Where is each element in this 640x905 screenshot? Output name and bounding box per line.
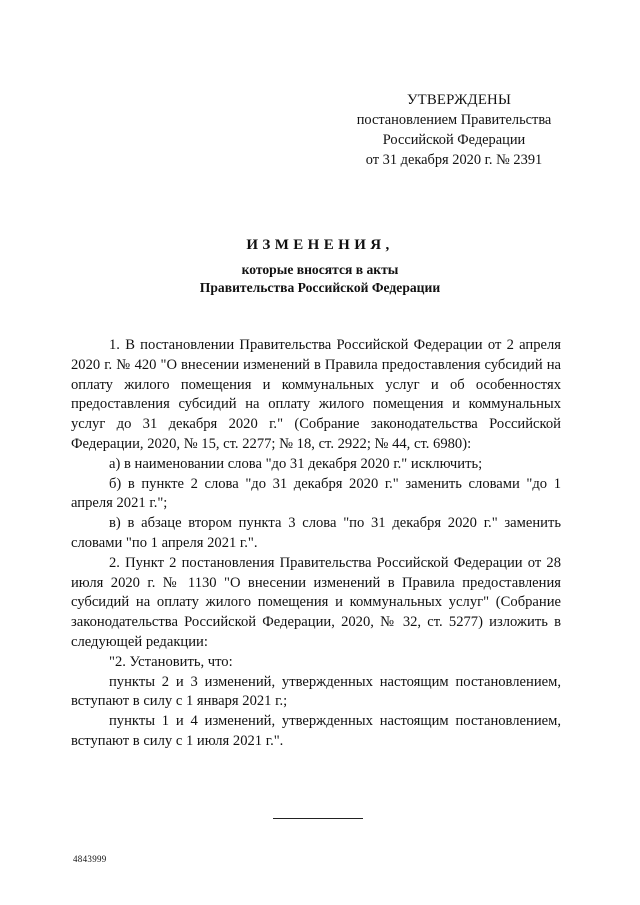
paragraph-1b: б) в пункте 2 слова "до 31 декабря 2020 г." заменить словами "до 1 апреля 2021 г."; bbox=[71, 475, 561, 512]
end-divider bbox=[273, 818, 363, 819]
approval-title: УТВЕРЖДЕНЫ bbox=[406, 92, 512, 108]
paragraph-2: 2. Пункт 2 постановления Правительства Российской Федерации от 28 июля 2020 г. № 1130 "О внесении изменений в Правила предоставления субсидий на оплату жилого помещения и коммунальных услуг" (Собрание законодательства Российской Федерации, 2020, № 32, ст. 5277) изложить в следующей редакции: bbox=[71, 554, 561, 650]
paragraph-2-item-1: пункты 2 и 3 изменений, утвержденных настоящим постановлением, вступают в силу с 1 января 2021 г.; bbox=[71, 673, 561, 710]
paragraph-1c: в) в абзаце втором пункта 3 слова "по 31 декабря 2020 г." заменить словами "по 1 апреля 2021 г.". bbox=[71, 515, 561, 551]
paragraph-1a: а) в наименовании слова "до 31 декабря 2020 г." исключить; bbox=[109, 455, 483, 472]
document-body bbox=[71, 336, 561, 752]
paragraph-1: 1. В постановлении Правительства Российской Федерации от 2 апреля 2020 г. № 420 "О внесении изменений в Правила предоставления субсидий на оплату жилого помещения и коммунальных услуг и об особенностях предоставления субсидий на оплату жилого помещения и коммунальных услуг до 31 декабря 2020 г." (Собрание законодательства Российской Федерации, 2020, № 15, ст. 2277; № 18, ст. 2922; № 44, ст. 6980): bbox=[71, 337, 561, 452]
approval-line-2: Российской Федерации bbox=[382, 132, 526, 148]
approval-stamp bbox=[348, 90, 560, 170]
document-subtitle-line-1: которые вносятся в акты bbox=[241, 262, 399, 277]
approval-line-1: постановлением Правительства bbox=[356, 112, 552, 128]
approval-date-line: от 31 декабря 2020 г. № 2391 bbox=[365, 152, 543, 168]
paragraph-2-quote-start: "2. Установить, что: bbox=[109, 653, 233, 670]
document-code: 4843999 bbox=[73, 854, 107, 864]
document-subtitle-line-2: Правительства Российской Федерации bbox=[199, 280, 441, 295]
document-title: ИЗМЕНЕНИЯ, bbox=[246, 237, 394, 253]
paragraph-2-item-2: пункты 1 и 4 изменений, утвержденных настоящим постановлением, вступают в силу с 1 июля 2021 г.". bbox=[71, 713, 561, 749]
